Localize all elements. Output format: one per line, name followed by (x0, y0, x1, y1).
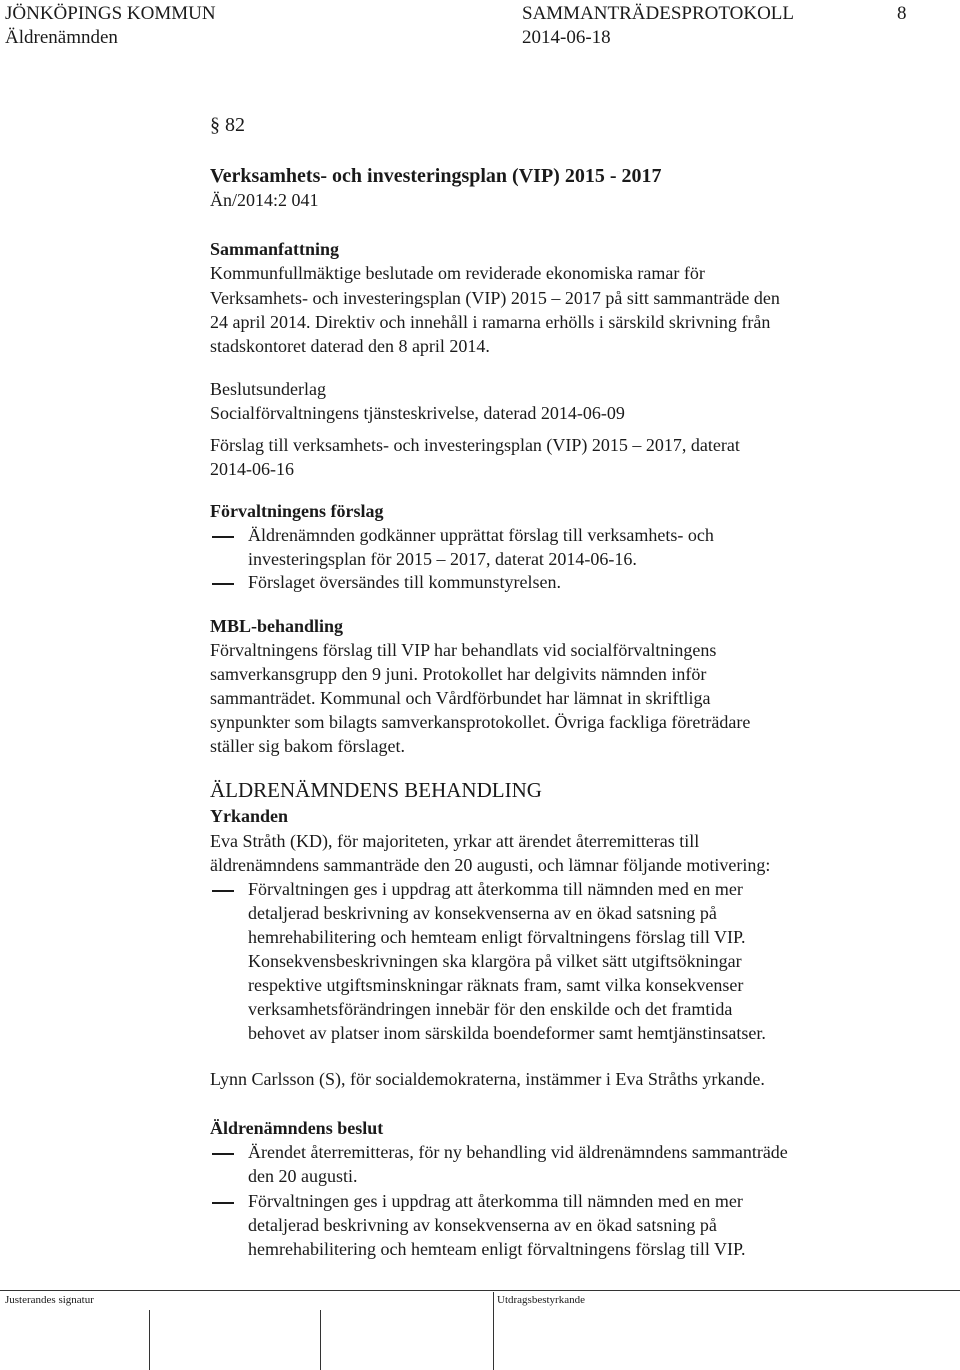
case-number: Än/2014:2 041 (210, 190, 319, 210)
proposal-bullet (210, 523, 910, 573)
proposal-heading: Förvaltningens förslag (210, 501, 384, 521)
summary-heading: Sammanfattning (210, 239, 340, 259)
bullet-line: investeringsplan för 2015 – 2017, daterat 2014-06-16. (248, 549, 637, 569)
page-number: 8 (897, 3, 907, 24)
decision-heading: Äldrenämndens beslut (210, 1118, 384, 1138)
document-type: SAMMANTRÄDESPROTOKOLL (522, 3, 795, 24)
bullet-line: Äldrenämnden godkänner upprättat förslag till verksamhets- och (248, 525, 714, 545)
dash-icon (212, 890, 234, 892)
dash-icon (212, 1202, 234, 1204)
mbl-line: sammanträdet. Kommunal och Vårdförbundet har lämnat in skriftliga (210, 688, 711, 708)
signature-box-divider (320, 1310, 321, 1370)
bullet-line: detaljerad beskrivning av konsekvenserna av en ökad satsning på (248, 1215, 717, 1235)
basis-item: 2014-06-16 (210, 459, 294, 479)
meeting-date: 2014-06-18 (522, 27, 611, 48)
basis-item: Socialförvaltningens tjänsteskrivelse, daterad 2014-06-09 (210, 403, 625, 423)
proposal-bullet (210, 570, 910, 595)
bullet-line: Förvaltningen ges i uppdrag att återkomma till nämnden med en mer (248, 1191, 743, 1211)
bullet-line: Konsekvensbeskrivningen ska klargöra på vilket sätt utgiftsökningar (248, 951, 742, 971)
bullet-line: hemrehabilitering och hemteam enligt förvaltningens förslag till VIP. (248, 1239, 746, 1259)
signature-label: Justerandes signatur (5, 1294, 94, 1306)
bullet-line: behovet av platser inom särskilda boendeformer samt hemtjänstinsatser. (248, 1023, 766, 1043)
signature-box-divider (493, 1292, 494, 1370)
basis-heading: Beslutsunderlag (210, 379, 326, 399)
summary-line: stadskontoret daterad den 8 april 2014. (210, 336, 490, 356)
bullet-line: respektive utgiftsminskningar räknats fram, samt vilka konsekvenser (248, 975, 744, 995)
mbl-line: synpunkter som bilagts samverkansprotokollet. Övriga fackliga företrädare (210, 712, 751, 732)
bullet-line: Förslaget översändes till kommunstyrelsen. (248, 572, 561, 592)
treatment-heading: ÄLDRENÄMNDENS BEHANDLING (210, 778, 542, 802)
dash-icon (212, 583, 234, 585)
bullet-line: detaljerad beskrivning av konsekvenserna av en ökad satsning på (248, 903, 717, 923)
dash-icon (212, 1153, 234, 1155)
summary-line: Kommunfullmäktige beslutade om reviderade ekonomiska ramar för (210, 263, 705, 283)
mbl-heading: MBL-behandling (210, 616, 344, 636)
footer-divider (0, 1290, 960, 1291)
support-statement: Lynn Carlsson (S), för socialdemokraterna, instämmer i Eva Stråths yrkande. (210, 1069, 765, 1089)
proposal-intro-line: äldrenämndens sammanträde den 20 augusti, och lämnar följande motivering: (210, 855, 771, 875)
section-title: Verksamhets- och investeringsplan (VIP) 2015 - 2017 (210, 165, 662, 187)
motivation-bullet (210, 877, 930, 1052)
decision-bullet (210, 1140, 930, 1190)
extract-label: Utdragsbestyrkande (497, 1294, 585, 1306)
mbl-line: samverkansgrupp den 9 juni. Protokollet har delgivits nämnden inför (210, 664, 707, 684)
proposals-heading: Yrkanden (210, 806, 289, 826)
signature-box-divider (149, 1310, 150, 1370)
proposal-intro-line: Eva Stråth (KD), för majoriteten, yrkar att ärendet återremitteras till (210, 831, 700, 851)
bullet-line: Förvaltningen ges i uppdrag att återkomma till nämnden med en mer (248, 879, 743, 899)
dash-icon (212, 536, 234, 538)
bullet-line: den 20 augusti. (248, 1166, 358, 1186)
org-name: JÖNKÖPINGS KOMMUN (5, 3, 216, 24)
bullet-line: verksamhetsförändringen innebär för den enskilde och det framtida (248, 999, 733, 1019)
mbl-line: ställer sig bakom förslaget. (210, 736, 405, 756)
decision-bullet (210, 1189, 930, 1264)
mbl-line: Förvaltningens förslag till VIP har behandlats vid socialförvaltningens (210, 640, 717, 660)
summary-line: Verksamhets- och investeringsplan (VIP) 2015 – 2017 på sitt sammanträde den (210, 288, 780, 308)
committee-name: Äldrenämnden (5, 27, 118, 48)
bullet-line: hemrehabilitering och hemteam enligt förvaltningens förslag till VIP. (248, 927, 746, 947)
bullet-line: Ärendet återremitteras, för ny behandling vid äldrenämndens sammanträde (248, 1142, 788, 1162)
summary-line: 24 april 2014. Direktiv och innehåll i ramarna erhölls i särskild skrivning från (210, 312, 771, 332)
section-number: § 82 (210, 114, 245, 136)
basis-item: Förslag till verksamhets- och investeringsplan (VIP) 2015 – 2017, daterat (210, 435, 740, 455)
